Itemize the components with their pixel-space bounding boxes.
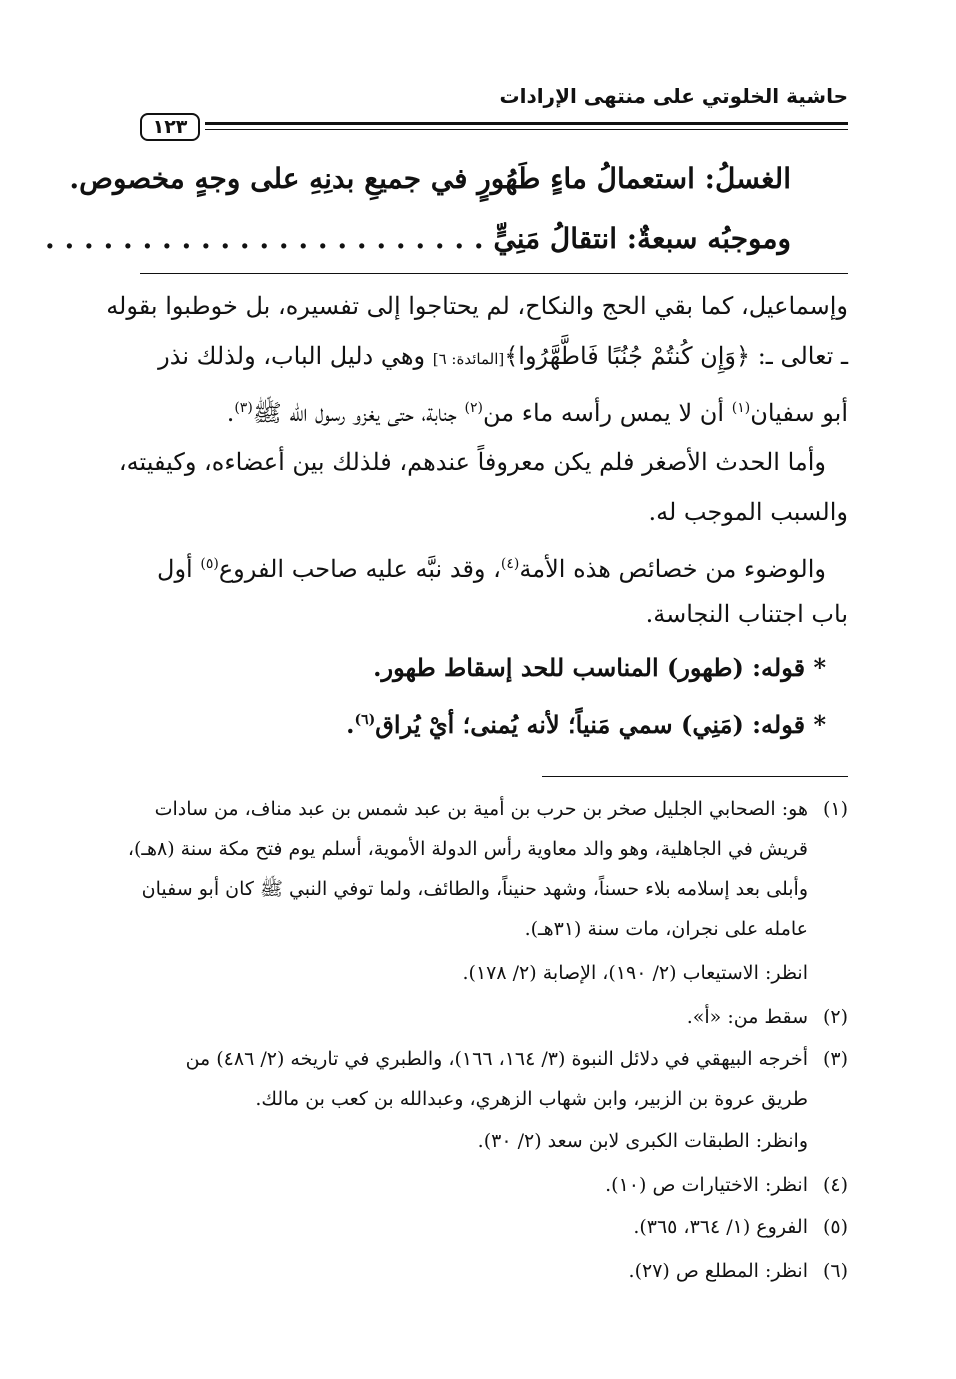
- footnote-4: [605, 1172, 848, 1198]
- footnote-4-text: انظر: الاختيارات ص (١٠).: [605, 1174, 808, 1196]
- footnote-ref-2[interactable]: (٢): [464, 400, 483, 416]
- footnote-5-text: الفروع (١/ ٣٦٤، ٣٦٥).: [633, 1216, 808, 1238]
- matn-line-2-text: وموجبُه سبعةٌ: انتقالُ مَنِيٍّ . . . . . . . . . . . . . . . . . . . . . . .: [44, 222, 791, 255]
- footnote-1-line-1: [155, 796, 848, 822]
- body-line-9-a: * قوله: (مَنِي) سمي مَنياً؛ لأنه يُمنى؛ أيْ يُراق: [375, 710, 826, 739]
- footnote-6: [629, 1258, 848, 1284]
- body-line-2-start: ـ تعالى ـ:: [750, 342, 848, 370]
- body-line-7: باب اجتناب النجاسة.: [645, 600, 848, 628]
- footnote-2: [687, 1004, 848, 1030]
- body-line-3-a: أبو سفيان: [750, 399, 848, 427]
- footnote-6-number: (٦): [822, 1260, 848, 1282]
- body-line-3-c: جنابة، حتى يغزو رسول الله ﷺ: [252, 399, 465, 427]
- body-line-9-b: .: [346, 710, 355, 739]
- footnote-1-line-5: انظر: الاستيعاب (٢/ ١٩٠)، الإصابة (٢/ ١٧٨).: [462, 962, 808, 984]
- footnote-ref-4[interactable]: (٤): [500, 556, 520, 572]
- body-line-5: والسبب الموجب له.: [648, 498, 848, 526]
- footnote-1-line-2: قريش في الجاهلية، وهو والد معاوية رأس الدولة الأموية، أسلم يوم فتح مكة سنة (٨هـ)،: [127, 838, 808, 860]
- body-line-4: وأما الحدث الأصغر فلم يكن معروفاً عندهم، فلذلك بين أعضاءه، وكيفيته،: [118, 448, 826, 476]
- body-line-6-c: أول: [157, 555, 201, 583]
- matn-line-1: الغسلُ: استعمالُ ماءٍ طَهُورٍ في جميعِ بدنِهِ على وجهٍ مخصوص.: [69, 162, 791, 195]
- body-line-2-end: وهي دليل الباب، ولذلك نذر: [158, 342, 433, 370]
- footnote-3-line-1: [186, 1046, 848, 1072]
- running-header-title: حاشية الخلوتي على منتهى الإرادات: [499, 84, 848, 108]
- page-number: ١٢٣: [140, 113, 200, 141]
- footnote-3-line-3: وانظر: الطبقات الكبرى لابن سعد (٢/ ٣٠).: [477, 1130, 808, 1152]
- footnote-6-text: انظر: المطلع ص (٢٧).: [628, 1260, 808, 1282]
- body-line-6: [157, 548, 826, 585]
- matn-separator: [140, 273, 848, 274]
- body-line-6-b: ، وقد نبَّه عليه صاحب الفروع: [218, 555, 501, 583]
- footnote-2-text: سقط من: «أ».: [686, 1006, 808, 1028]
- body-line-6-a: والوضوء من خصائص هذه الأمة: [519, 555, 826, 583]
- footnote-5: [633, 1214, 848, 1240]
- footnote-3-number: (٣): [822, 1048, 848, 1070]
- footnote-ref-5[interactable]: (٥): [200, 556, 219, 572]
- matn-line-2: [45, 222, 791, 255]
- footnote-1-number: (١): [822, 798, 848, 820]
- body-line-3-b: أن لا يمس رأسه ماء من: [483, 399, 732, 427]
- footnote-3-text-1: أخرجه البيهقي في دلائل النبوة (٣/ ١٦٤، ١٦٦)، والطبري في تاريخه (٢/ ٤٨٦) من: [185, 1048, 808, 1070]
- footnote-1-text-1: هو: الصحابي الجليل صخر بن حرب بن أمية بن عبد شمس بن عبد مناف، من سادات: [154, 798, 808, 820]
- header-rule-thin: [205, 129, 848, 130]
- footnote-separator: [542, 776, 848, 777]
- footnote-5-number: (٥): [822, 1216, 848, 1238]
- footnote-3-line-2: طريق عروة بن الزبير، وابن شهاب الزهري، وعبدالله بن كعب بن مالك.: [255, 1088, 808, 1110]
- footnote-ref-1[interactable]: (١): [731, 400, 751, 416]
- footnote-4-number: (٤): [822, 1174, 848, 1196]
- footnote-ref-3[interactable]: (٣): [234, 400, 253, 416]
- body-line-8: * قوله: (طهور) المناسب للحد إسقاط طهور.: [373, 653, 826, 682]
- quran-verse: ﴿وَإِن كُنتُمْ جُنُبًا فَاطَّهَّرُوا﴾: [504, 342, 751, 370]
- body-line-1: وإسماعيل، كما بقي الحج والنكاح، لم يحتاجوا إلى تفسيره، بل خوطبوا بقوله: [106, 292, 848, 320]
- quran-reference: [المائدة: ٦]: [432, 350, 505, 368]
- body-line-3: [227, 392, 848, 429]
- body-line-3-d: .: [226, 399, 235, 427]
- body-line-9: [346, 704, 826, 741]
- body-line-2: [158, 340, 848, 375]
- footnote-2-number: (٢): [822, 1006, 848, 1028]
- header-rule: [205, 122, 848, 125]
- footnote-1-line-3: وأبلى بعد إسلامه بلاء حسناً، وشهد حنيناً، والطائف، ولما توفي النبي ﷺ كان أبو سفيان: [141, 878, 808, 900]
- footnote-1-line-4: عامله على نجران، مات سنة (٣١هـ).: [524, 918, 808, 940]
- footnote-ref-6[interactable]: (٦): [354, 712, 376, 728]
